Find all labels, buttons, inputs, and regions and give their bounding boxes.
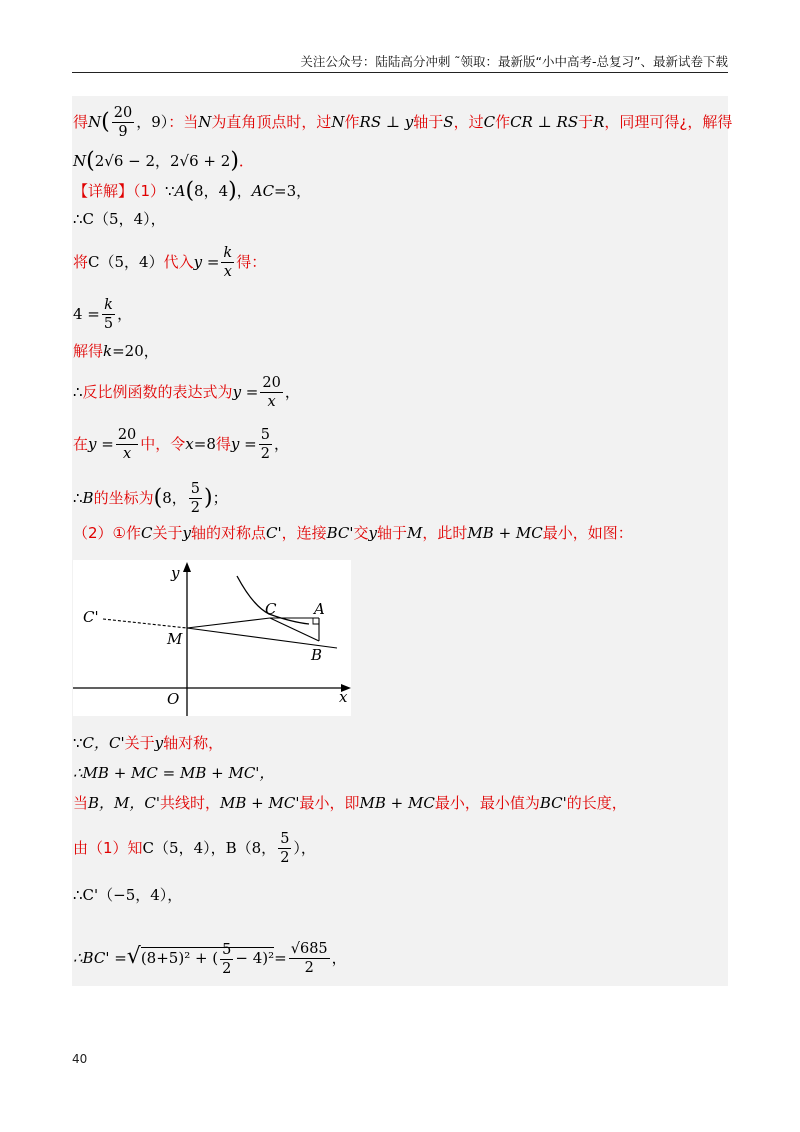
math-symbol: ∵ xyxy=(73,734,83,752)
text: 为直角顶点时，过 xyxy=(211,113,332,131)
math-var: N xyxy=(331,113,345,131)
text: 作 xyxy=(344,113,360,131)
text: 最小，最小值为 xyxy=(434,794,540,812)
math-text: ， xyxy=(284,383,300,401)
math-var: C' xyxy=(266,524,282,542)
text: 将 xyxy=(73,253,89,271)
math-text: B，M，C' xyxy=(88,794,160,812)
math-text: ，9） xyxy=(136,113,169,131)
label-y: y xyxy=(171,564,180,582)
numerator: 5 xyxy=(190,481,200,497)
math-var: S xyxy=(443,113,454,131)
text: 关于 xyxy=(152,524,183,542)
text: ，此时 xyxy=(422,524,468,542)
solution-line-4 xyxy=(73,208,166,230)
text: 在 xyxy=(73,435,89,453)
denominator: 9 xyxy=(118,124,128,140)
denominator: x xyxy=(223,264,232,280)
right-angle-marker xyxy=(313,618,319,624)
label-b: B xyxy=(311,646,323,664)
math-var: M xyxy=(407,524,423,542)
label-c: C xyxy=(265,600,277,618)
math-var: A xyxy=(174,182,186,200)
text: ，过 xyxy=(453,113,484,131)
math-text: y = xyxy=(88,435,114,453)
text: 的坐标为 xyxy=(93,489,154,507)
math-text: − 4)² xyxy=(235,949,275,967)
text: （2）①作 xyxy=(73,524,141,542)
text: 轴于 xyxy=(377,524,408,542)
geometry-figure xyxy=(73,560,351,716)
text: 中，令 xyxy=(140,435,186,453)
text: ：当 xyxy=(168,113,199,131)
paren: ) xyxy=(230,148,239,174)
detail-heading: 【详解】（1） xyxy=(73,182,166,200)
fraction xyxy=(259,426,272,463)
text: 最小，如图： xyxy=(542,524,633,542)
text: 交 xyxy=(353,524,369,542)
denominator: x xyxy=(267,394,276,410)
paren: ( xyxy=(86,148,95,174)
solution-line-10 xyxy=(73,480,228,517)
numerator: √685 xyxy=(290,941,328,957)
text: ，同理可得¿，解得 xyxy=(604,113,733,131)
math-var: AC xyxy=(251,182,275,200)
paren: ( xyxy=(185,178,195,204)
solution-line-14 xyxy=(73,792,627,814)
math-text: y = xyxy=(193,253,220,271)
solution-line-15 xyxy=(73,830,316,867)
denominator: 2 xyxy=(280,850,290,866)
label-x: x xyxy=(339,688,348,706)
text: 得 xyxy=(73,113,89,131)
solution-line-9 xyxy=(73,426,289,463)
math-text: ∴C'（−5，4）， xyxy=(73,886,183,904)
fraction xyxy=(189,480,202,517)
numerator: k xyxy=(223,245,233,261)
text: 得： xyxy=(236,253,267,271)
text: 得 xyxy=(215,435,231,453)
math-text: y = xyxy=(232,383,259,401)
math-text: C（5，4），B（8， xyxy=(142,839,277,857)
solution-line-13 xyxy=(73,762,274,784)
math-var: R xyxy=(593,113,605,131)
math-var: CR xyxy=(510,113,533,131)
label-a: A xyxy=(314,600,325,618)
paren: ( xyxy=(101,109,110,135)
denominator: 2 xyxy=(304,960,314,976)
math-symbol: ∴ xyxy=(73,489,83,507)
denominator: 2 xyxy=(222,960,232,977)
math-var: k xyxy=(103,342,113,360)
math-text: ∴MB + MC = MB + MC'， xyxy=(73,764,275,782)
solution-line-16 xyxy=(73,884,182,906)
math-var: C xyxy=(141,524,153,542)
denominator: 5 xyxy=(103,316,114,332)
math-var: x xyxy=(185,435,194,453)
math-text: = xyxy=(274,949,287,967)
sqrt-icon: √ xyxy=(126,944,141,969)
math-var: y xyxy=(404,113,414,131)
numerator: 5 xyxy=(222,941,232,958)
page-number: 40 xyxy=(72,1052,88,1066)
label-origin: O xyxy=(167,690,180,708)
numerator: 5 xyxy=(280,831,290,847)
math-text: ， xyxy=(273,435,289,453)
math-text: ； xyxy=(212,489,228,507)
fraction xyxy=(102,296,115,333)
math-text: ， xyxy=(117,305,133,323)
math-text: =8 xyxy=(193,435,216,453)
math-text: C，C' xyxy=(82,734,125,752)
text: ． xyxy=(238,152,254,170)
math-text: ）， xyxy=(293,839,316,857)
page-header: 关注公众号：陆陆高分冲刺 ˜领取：最新版“小中高考-总复习”、最新试卷下载 xyxy=(300,54,728,69)
line-m-b xyxy=(187,628,337,648)
math-var: N xyxy=(88,113,102,131)
solution-line-11 xyxy=(73,522,633,544)
text: 轴的对称点 xyxy=(190,524,266,542)
solution-line-5 xyxy=(73,244,266,281)
solution-line-2 xyxy=(73,150,254,173)
text: 轴对称， xyxy=(163,734,224,752)
solution-line-8 xyxy=(73,374,300,411)
math-var: BC' xyxy=(539,794,567,812)
solution-line-3 xyxy=(73,180,311,203)
fraction xyxy=(289,940,330,977)
text: ，连接 xyxy=(281,524,327,542)
header-rule xyxy=(72,72,728,73)
numerator: k xyxy=(102,296,115,315)
math-var: N xyxy=(198,113,212,131)
math-var: RS xyxy=(556,113,579,131)
math-symbol: ⊥ xyxy=(537,113,552,131)
math-text: ∴C（5，4）， xyxy=(73,210,166,228)
numerator: 20 xyxy=(262,375,281,391)
denominator: 2 xyxy=(260,446,270,462)
math-var: BC' xyxy=(326,524,354,542)
math-var: y xyxy=(182,524,191,542)
math-text: y = xyxy=(230,435,257,453)
math-text: C（5，4） xyxy=(88,253,164,271)
dashed-line-cprime-m xyxy=(103,619,187,628)
figure-svg xyxy=(73,560,351,716)
denominator: 2 xyxy=(190,500,200,516)
math-text: (8+5)² + ( xyxy=(140,949,219,967)
text: 轴于 xyxy=(413,113,444,131)
text: 当 xyxy=(73,794,89,812)
text: 反比例函数的表达式为 xyxy=(82,383,233,401)
fraction xyxy=(221,244,234,281)
text: 于 xyxy=(578,113,594,131)
numerator: 20 xyxy=(113,105,133,121)
math-symbol: ⊥ xyxy=(385,113,400,131)
math-text: ， xyxy=(331,949,347,967)
math-var: RS xyxy=(359,113,382,131)
math-var: y xyxy=(154,734,164,752)
y-axis-arrow-icon xyxy=(183,562,191,572)
math-text: 8，4 xyxy=(194,182,229,200)
denominator: x xyxy=(122,446,132,462)
solution-line-7 xyxy=(73,340,159,362)
math-text: 4 = xyxy=(73,305,100,323)
text: 解得 xyxy=(73,342,104,360)
math-var: B xyxy=(82,489,94,507)
math-symbol: ∴ xyxy=(73,383,83,401)
math-symbol: ∵ xyxy=(165,182,175,200)
text: 最小，即 xyxy=(299,794,360,812)
math-text: MB + MC' xyxy=(220,794,300,812)
text: 代入 xyxy=(163,253,194,271)
paren: ( xyxy=(153,485,163,511)
solution-line-1 xyxy=(73,104,732,141)
numerator: 20 xyxy=(117,427,137,443)
solution-line-6 xyxy=(73,296,132,333)
numerator: 5 xyxy=(260,427,270,443)
math-text: =20， xyxy=(112,342,159,360)
segment-m-c xyxy=(187,618,270,628)
fraction xyxy=(116,426,138,463)
paren: ) xyxy=(228,178,237,204)
text: 关于 xyxy=(124,734,155,752)
solution-line-12 xyxy=(73,732,223,754)
label-m: M xyxy=(167,630,183,648)
paren: ) xyxy=(203,485,213,511)
label-c-prime: C' xyxy=(83,608,99,626)
math-var: C xyxy=(483,113,496,131)
text: 的长度， xyxy=(566,794,627,812)
math-text: ， xyxy=(236,182,252,200)
math-text: 8， xyxy=(162,489,187,507)
math-var: y xyxy=(368,524,378,542)
math-text: 2√6 − 2，2√6 + 2 xyxy=(94,152,231,170)
solution-line-17 xyxy=(73,940,347,978)
fraction xyxy=(260,374,282,411)
fraction xyxy=(220,941,233,978)
math-var: N xyxy=(73,152,87,170)
math-text: ∴BC' = xyxy=(73,949,127,967)
fraction xyxy=(112,104,134,141)
fraction xyxy=(278,830,291,867)
math-text: MB + MC xyxy=(359,794,435,812)
math-text: MB + MC xyxy=(467,524,543,542)
text: 共线时， xyxy=(160,794,221,812)
text: 由（1）知 xyxy=(73,839,143,857)
radicand xyxy=(140,941,275,977)
text: 作 xyxy=(495,113,511,131)
math-text: =3， xyxy=(274,182,312,200)
